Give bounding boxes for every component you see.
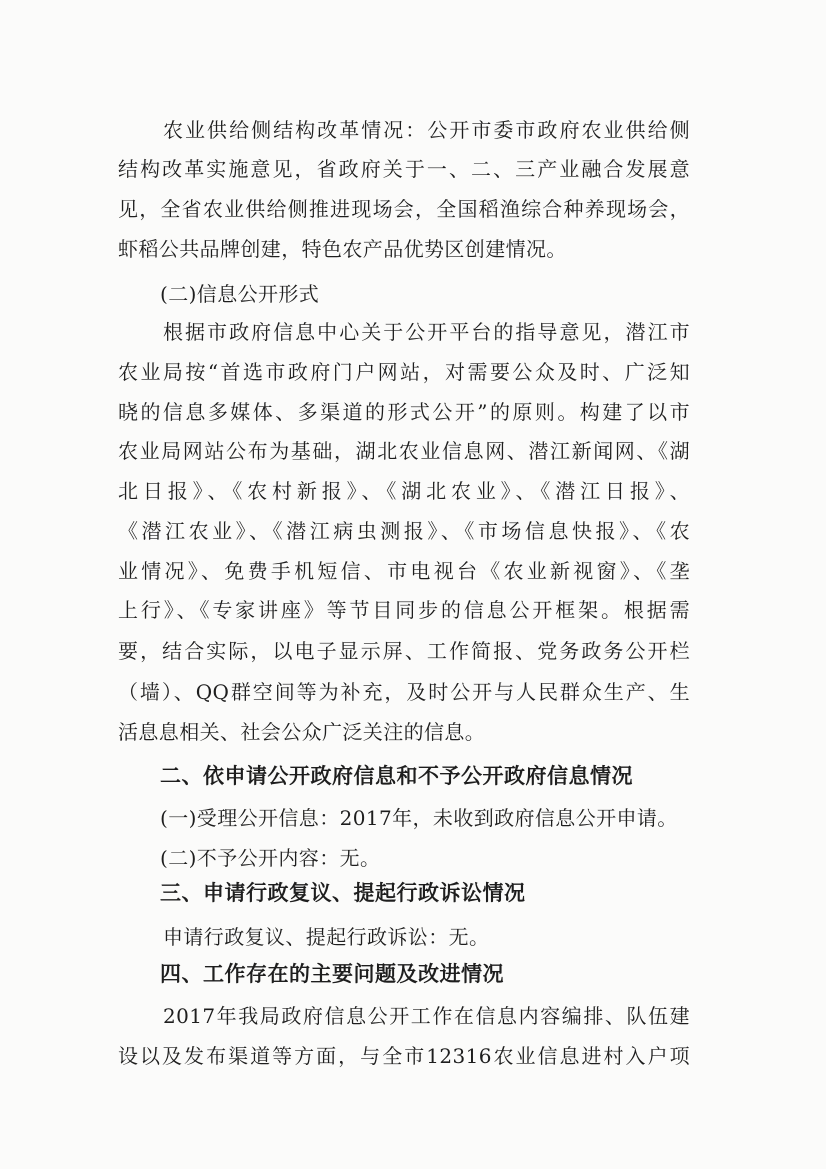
paragraph-line: 设以及发布渠道等方面，与全市12316农业信息进村入户项: [118, 1044, 690, 1068]
paragraph-line: 活息息相关、社会公众广泛关注的信息。: [118, 720, 486, 744]
paragraph-line: 晓的信息多媒体、多渠道的形式公开”的原则。构建了以市: [118, 400, 690, 424]
paragraph-line: 虾稻公共品牌创建，特色农产品优势区创建情况。: [118, 237, 567, 261]
paragraph-line: 业情况》、免费手机短信、市电视台《农业新视窗》、《垄: [118, 559, 690, 583]
paragraph-line: 要，结合实际，以电子显示屏、工作简报、党务政务公开栏: [118, 639, 690, 663]
paragraph-line: 申请行政复议、提起行政诉讼：无。: [163, 925, 490, 949]
paragraph-line: 北日报》、《农村新报》、《湖北农业》、《潜江日报》、: [118, 479, 690, 503]
paragraph-line: (二)不予公开内容：无。: [160, 846, 381, 870]
paragraph-line: （墙）、QQ群空间等为补充，及时公开与人民群众生产、生: [118, 680, 690, 704]
paragraph-line: 农业局网站公布为基础，湖北农业信息网、潜江新闻网、《湖: [118, 439, 690, 463]
paragraph-line: 《潜江农业》、《潜江病虫测报》、《市场信息快报》、《农: [118, 519, 690, 543]
subsection-heading: (二)信息公开形式: [160, 282, 320, 306]
section-heading: 二、依申请公开政府信息和不予公开政府信息情况: [160, 764, 633, 788]
paragraph-line: 上行》、《专家讲座》等节目同步的信息公开框架。根据需: [118, 598, 690, 622]
section-heading: 四、工作存在的主要问题及改进情况: [160, 962, 504, 986]
section-heading: 三、申请行政复议、提起行政诉讼情况: [160, 881, 526, 905]
paragraph-line: 结构改革实施意见，省政府关于一、二、三产业融合发展意: [118, 157, 690, 181]
paragraph-line: 农业局按“首选市政府门户网站，对需要公众及时、广泛知: [118, 360, 690, 384]
paragraph-line: 见，全省农业供给侧推进现场会，全国稻渔综合种养现场会，: [118, 197, 690, 221]
paragraph-line: (一)受理公开信息：2017年，未收到政府信息公开申请。: [160, 806, 678, 830]
paragraph-line: 2017年我局政府信息公开工作在信息内容编排、队伍建: [163, 1004, 690, 1028]
paragraph-line: 根据市政府信息中心关于公开平台的指导意见，潜江市: [163, 320, 690, 344]
paragraph-line: 农业供给侧结构改革情况：公开市委市政府农业供给侧: [163, 118, 690, 142]
